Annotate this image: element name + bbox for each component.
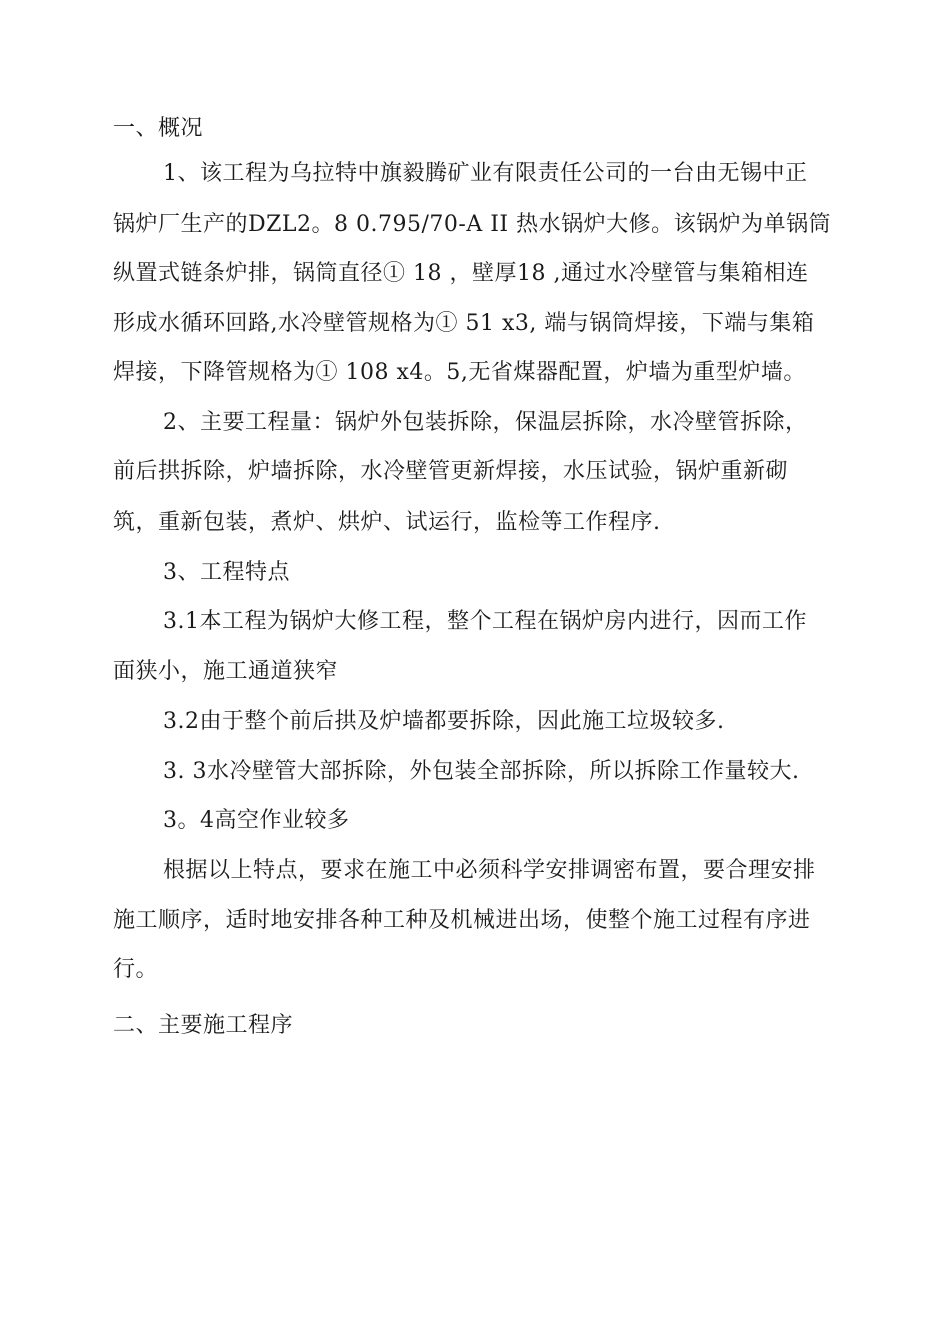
subsection-3-title: 3、工程特点: [163, 560, 290, 585]
item-3-4: 3。4高空作业较多: [163, 808, 350, 833]
item-3-2: 3.2由于整个前后拱及炉墙都要拆除，因此施工垃圾较多.: [163, 709, 725, 734]
conclusion-line-3: 行。: [113, 957, 159, 982]
paragraph-1-line-2: 锅炉厂生产的DZL2。8 0.795/70-A II 热水锅炉大修。该锅炉为单锅筒: [113, 212, 832, 237]
item-3-1-line-2: 面狭小，施工通道狭窄: [113, 659, 339, 684]
section-1-heading: 一、概况: [113, 116, 204, 141]
paragraph-2-line-2: 前后拱拆除，炉墙拆除，水冷壁管更新焊接，水压试验，锅炉重新砌: [113, 459, 789, 484]
paragraph-2-line-3: 筑，重新包装，煮炉、烘炉、试运行，监检等工作程序.: [113, 510, 661, 535]
paragraph-1-line-1: 1、该工程为乌拉特中旗毅腾矿业有限责任公司的一台由无锡中正: [163, 161, 808, 186]
item-3-3: 3. 3水冷壁管大部拆除，外包装全部拆除，所以拆除工作量较大.: [163, 759, 800, 784]
conclusion-line-2: 施工顺序，适时地安排各种工种及机械进出场，使整个施工过程有序进: [113, 908, 811, 933]
section-2-heading: 二、主要施工程序: [113, 1013, 294, 1038]
paragraph-2-line-1: 2、主要工程量：锅炉外包装拆除，保温层拆除，水冷壁管拆除，: [163, 410, 808, 435]
paragraph-1-line-3: 纵置式链条炉排，锅筒直径① 18 ，壁厚18 ,通过水冷壁管与集箱相连: [113, 261, 809, 286]
item-3-1-line-1: 3.1本工程为锅炉大修工程，整个工程在锅炉房内进行，因而工作: [163, 609, 807, 634]
paragraph-1-line-4: 形成水循环回路,水冷壁管规格为① 51 x3, 端与锅筒焊接，下端与集箱: [113, 311, 815, 336]
paragraph-1-line-5: 焊接，下降管规格为① 108 x4。5,无省煤器配置，炉墙为重型炉墙。: [113, 360, 806, 385]
conclusion-line-1: 根据以上特点，要求在施工中必须科学安排调密布置，要合理安排: [163, 858, 816, 883]
